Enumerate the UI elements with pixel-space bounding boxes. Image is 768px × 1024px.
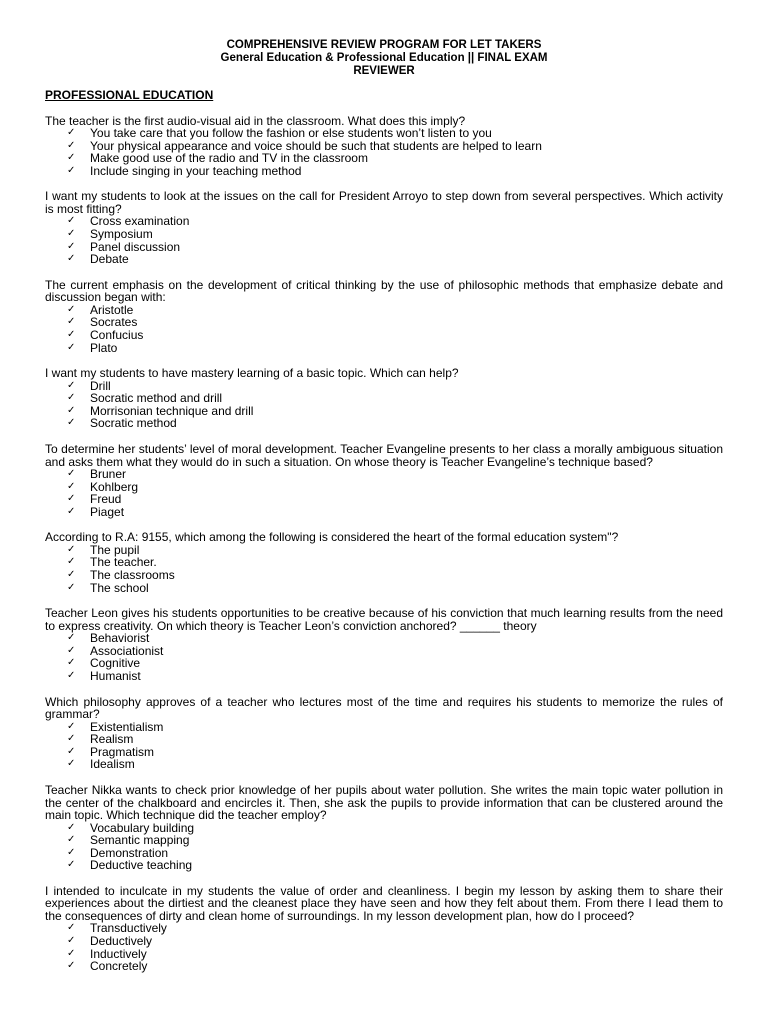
checkmark-icon: ✓ bbox=[67, 733, 76, 745]
option-label: Include singing in your teaching method bbox=[90, 163, 302, 178]
checkmark-icon: ✓ bbox=[67, 164, 76, 176]
question-text: Teacher Leon gives his students opportunities to be creative because of his conviction that much learning results from the need to express creativity. On which theory is Teacher Leon’s conviction anchored? ______ theory bbox=[45, 606, 723, 633]
option-list bbox=[45, 632, 723, 682]
checkmark-icon: ✓ bbox=[67, 253, 76, 265]
checkmark-icon: ✓ bbox=[67, 670, 76, 682]
option-list bbox=[45, 127, 723, 177]
checkmark-icon: ✓ bbox=[67, 934, 76, 946]
header-subtitle: General Education & Professional Education || FINAL EXAM bbox=[220, 52, 548, 64]
checkmark-icon: ✓ bbox=[67, 569, 76, 581]
option-item bbox=[45, 304, 723, 317]
checkmark-icon: ✓ bbox=[67, 644, 76, 656]
checkmark-icon: ✓ bbox=[67, 505, 76, 517]
option-label: The school bbox=[90, 580, 149, 595]
option-label: Socrates bbox=[90, 315, 138, 330]
checkmark-icon: ✓ bbox=[67, 468, 76, 479]
option-label: Cross examination bbox=[90, 214, 190, 229]
option-label: Cognitive bbox=[90, 656, 141, 671]
option-list bbox=[45, 468, 723, 518]
question-text: I want my students to have mastery learning of a basic topic. Which can help? bbox=[45, 366, 459, 381]
option-label: Inductively bbox=[90, 946, 147, 961]
option-label: Behaviorist bbox=[90, 631, 150, 646]
checkmark-icon: ✓ bbox=[67, 821, 76, 833]
option-label: Panel discussion bbox=[90, 239, 181, 254]
checkmark-icon: ✓ bbox=[67, 960, 76, 972]
question-block bbox=[45, 443, 723, 518]
option-item bbox=[45, 670, 723, 683]
checkmark-icon: ✓ bbox=[67, 834, 76, 846]
option-label: Debate bbox=[90, 252, 129, 267]
option-list bbox=[45, 721, 723, 771]
option-list bbox=[45, 822, 723, 872]
option-label: The classrooms bbox=[90, 568, 175, 583]
checkmark-icon: ✓ bbox=[67, 341, 76, 353]
option-label: Humanist bbox=[90, 669, 141, 684]
option-label: Demonstration bbox=[90, 845, 169, 860]
option-label: Make good use of the radio and TV in the classroom bbox=[90, 151, 368, 166]
checkmark-icon: ✓ bbox=[67, 758, 76, 770]
option-item bbox=[45, 329, 723, 342]
option-item bbox=[45, 468, 723, 481]
option-item bbox=[45, 657, 723, 670]
option-label: Transductively bbox=[90, 921, 167, 936]
question-block bbox=[45, 696, 723, 771]
option-label: Pragmatism bbox=[90, 744, 155, 759]
question-text: Which philosophy approves of a teacher who lectures most of the time and requires his students to memorize the rules of grammar? bbox=[45, 694, 723, 722]
option-label: Kohlberg bbox=[90, 479, 139, 494]
option-label: Socratic method bbox=[90, 416, 177, 431]
option-label: Semantic mapping bbox=[90, 833, 190, 848]
question-text: According to R.A: 9155, which among the following is considered the heart of the formal education system"? bbox=[45, 530, 619, 545]
option-item bbox=[45, 645, 723, 658]
checkmark-icon: ✓ bbox=[67, 152, 76, 164]
option-label: Aristotle bbox=[90, 302, 134, 317]
question-block bbox=[45, 367, 723, 430]
option-label: Bruner bbox=[90, 467, 127, 481]
header-title: COMPREHENSIVE REVIEW PROGRAM FOR LET TAKERS bbox=[226, 39, 542, 51]
checkmark-icon: ✓ bbox=[67, 392, 76, 404]
question-block bbox=[45, 607, 723, 682]
checkmark-icon: ✓ bbox=[67, 581, 76, 593]
checkmark-icon: ✓ bbox=[67, 556, 76, 568]
option-item bbox=[45, 758, 723, 771]
option-label: Deductive teaching bbox=[90, 858, 193, 873]
document-page bbox=[45, 39, 723, 973]
question-block bbox=[45, 784, 723, 872]
checkmark-icon: ✓ bbox=[67, 657, 76, 669]
option-item bbox=[45, 253, 723, 266]
checkmark-icon: ✓ bbox=[67, 922, 76, 934]
question-text: The current emphasis on the development of critical thinking by the use of philosophic methods that emphasize debate and discussion began with: bbox=[45, 277, 723, 305]
checkmark-icon: ✓ bbox=[67, 417, 76, 429]
option-item bbox=[45, 241, 723, 254]
header-reviewer: REVIEWER bbox=[353, 65, 415, 77]
checkmark-icon: ✓ bbox=[67, 543, 76, 555]
option-label: Associationist bbox=[90, 643, 164, 658]
checkmark-icon: ✓ bbox=[67, 379, 76, 391]
question-text: I intended to inculcate in my students the value of order and cleanliness. I begin my lesson by asking them to share their experiences about the dirtiest and the cleanest place they have seen and how they felt about them. From there I lead them to the consequences of dirty and clean home of surroundings. In my lesson development plan, how do I proceed? bbox=[45, 883, 723, 923]
option-label: Realism bbox=[90, 732, 134, 747]
option-item bbox=[45, 316, 723, 329]
option-item bbox=[45, 960, 723, 973]
option-label: The teacher. bbox=[90, 555, 157, 570]
option-label: Socratic method and drill bbox=[90, 391, 223, 406]
option-list bbox=[45, 304, 723, 354]
option-label: Deductively bbox=[90, 933, 153, 948]
checkmark-icon: ✓ bbox=[67, 316, 76, 328]
option-label: Plato bbox=[90, 340, 118, 355]
option-label: Vocabulary building bbox=[90, 820, 195, 835]
option-label: Morrisonian technique and drill bbox=[90, 403, 254, 418]
checkmark-icon: ✓ bbox=[67, 328, 76, 340]
checkmark-icon: ✓ bbox=[67, 720, 76, 732]
document-header bbox=[45, 39, 723, 78]
question-list bbox=[45, 115, 723, 973]
option-label: The pupil bbox=[90, 542, 140, 557]
checkmark-icon: ✓ bbox=[67, 632, 76, 644]
option-label: Symposium bbox=[90, 226, 153, 241]
question-block bbox=[45, 885, 723, 973]
checkmark-icon: ✓ bbox=[67, 227, 76, 239]
checkmark-icon: ✓ bbox=[67, 846, 76, 858]
question-text: Teacher Nikka wants to check prior knowledge of her pupils about water pollution. She writes the main topic water pollution in the center of the chalkboard and encircles it. Then, she ask the pupils to provide information that can be clustered around the main topic. Which technique did the teacher employ? bbox=[45, 783, 723, 822]
checkmark-icon: ✓ bbox=[67, 493, 76, 505]
option-item bbox=[45, 746, 723, 759]
question-block bbox=[45, 279, 723, 354]
checkmark-icon: ✓ bbox=[67, 947, 76, 959]
option-item bbox=[45, 859, 723, 872]
option-item bbox=[45, 481, 723, 494]
option-item bbox=[45, 417, 723, 430]
option-list bbox=[45, 380, 723, 430]
section-title: PROFESSIONAL EDUCATION bbox=[45, 88, 214, 102]
checkmark-icon: ✓ bbox=[67, 127, 76, 138]
question-text: The teacher is the first audio-visual aid in the classroom. What does this imply? bbox=[45, 113, 466, 128]
option-item bbox=[45, 506, 723, 519]
option-item bbox=[45, 721, 723, 734]
question-block bbox=[45, 190, 723, 265]
checkmark-icon: ✓ bbox=[67, 139, 76, 151]
option-label: Piaget bbox=[90, 504, 125, 519]
option-label: Confucius bbox=[90, 327, 144, 342]
checkmark-icon: ✓ bbox=[67, 480, 76, 492]
option-label: Idealism bbox=[90, 757, 135, 772]
question-text: To determine her students’ level of moral development. Teacher Evangeline presents to her class a morally ambiguous situation and asks them what they would do in such a situation. On whose theory is Teacher Evangeline’s technique based? bbox=[45, 442, 723, 469]
option-label: Concretely bbox=[90, 959, 148, 974]
option-label: Existentialism bbox=[90, 719, 164, 734]
question-block bbox=[45, 115, 723, 178]
option-label: Drill bbox=[90, 378, 111, 393]
option-item bbox=[45, 582, 723, 595]
checkmark-icon: ✓ bbox=[67, 404, 76, 416]
question-text: I want my students to look at the issues on the call for President Arroyo to step down from several perspectives. Which activity is most fitting? bbox=[45, 189, 723, 216]
option-list bbox=[45, 544, 723, 594]
option-list bbox=[45, 922, 723, 972]
option-list bbox=[45, 215, 723, 265]
option-item bbox=[45, 493, 723, 506]
option-label: You take care that you follow the fashion or else students won’t listen to you bbox=[90, 126, 492, 140]
option-label: Freud bbox=[90, 492, 122, 507]
checkmark-icon: ✓ bbox=[67, 859, 76, 871]
checkmark-icon: ✓ bbox=[67, 745, 76, 757]
checkmark-icon: ✓ bbox=[67, 303, 76, 315]
option-item bbox=[45, 342, 723, 355]
option-item bbox=[45, 165, 723, 178]
checkmark-icon: ✓ bbox=[67, 215, 76, 227]
option-label: Your physical appearance and voice should be such that students are helped to learn bbox=[90, 138, 542, 153]
question-block bbox=[45, 531, 723, 594]
checkmark-icon: ✓ bbox=[67, 240, 76, 252]
